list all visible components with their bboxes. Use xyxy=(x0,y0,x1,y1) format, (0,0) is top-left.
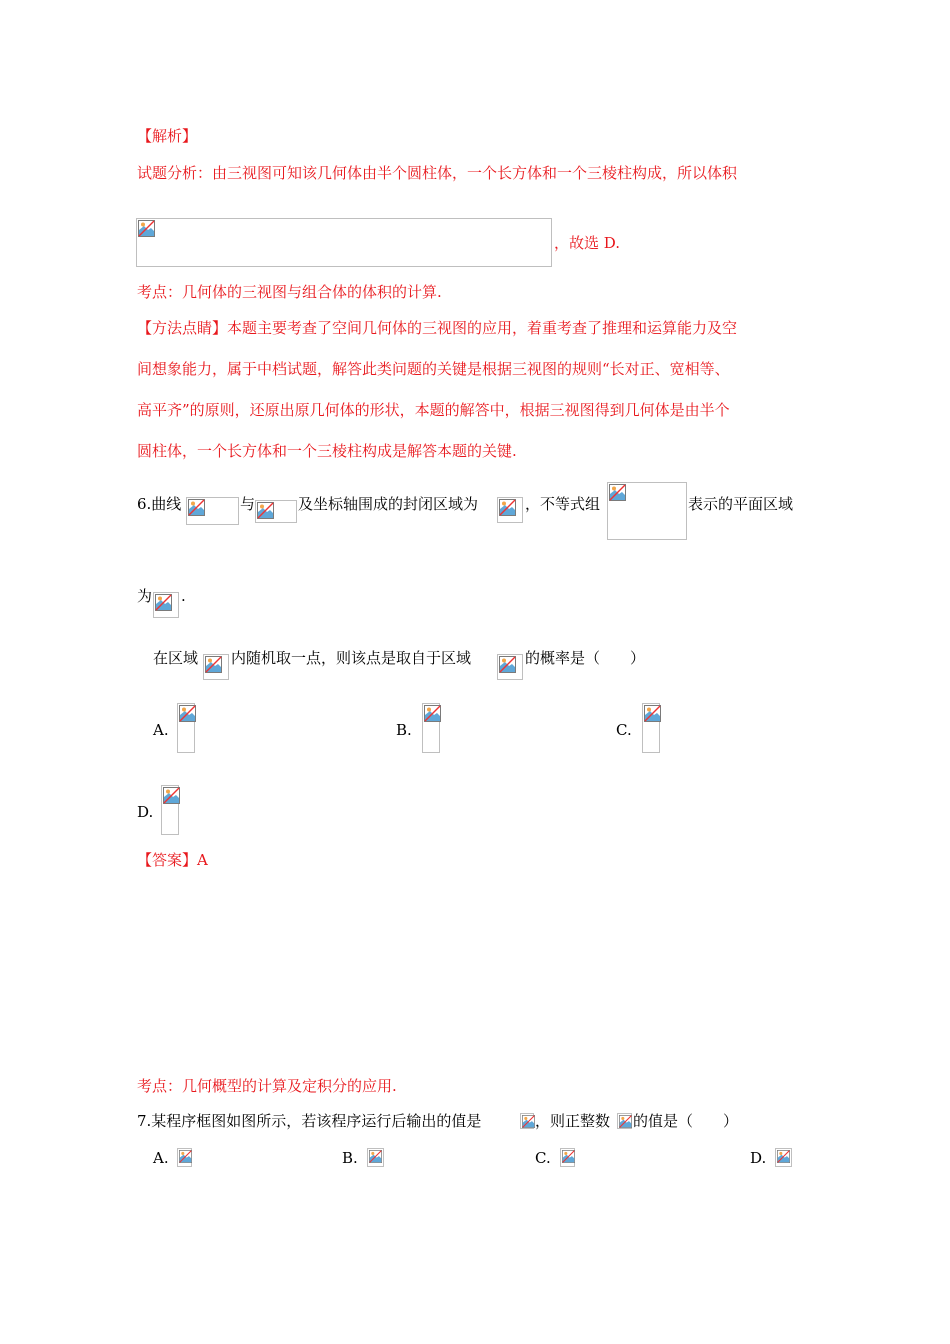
broken-image-icon xyxy=(619,1115,632,1128)
q6-option-a-image xyxy=(177,703,195,753)
q6-answer: 【答案】A xyxy=(137,851,208,869)
q6-option-c-label: C. xyxy=(616,721,632,739)
q7-n-image xyxy=(617,1113,632,1129)
q7-option-c-image xyxy=(560,1148,575,1167)
volume-formula-image xyxy=(136,218,552,267)
broken-image-icon xyxy=(777,1150,790,1163)
q7-output-image xyxy=(520,1113,534,1129)
q6-line2-suffix: . xyxy=(181,587,186,605)
q7-text-3: 的值是（ ） xyxy=(633,1112,739,1130)
q6-text-4: ，不等式组 xyxy=(525,495,601,513)
analysis-heading: 【解析】 xyxy=(137,127,198,145)
q6-region-a2-image xyxy=(203,654,229,680)
method-line-3: 高平齐”的原则，还原出原几何体的形状，本题的解答中，根据三视图得到几何体是由半个 xyxy=(137,401,730,419)
broken-image-icon xyxy=(138,220,155,237)
q6-text-2: 与 xyxy=(240,495,256,513)
q6-curve-2-image xyxy=(255,500,297,523)
q6-kaodian: 考点：几何概型的计算及定积分的应用. xyxy=(137,1077,397,1095)
q7-option-d-label: D. xyxy=(750,1149,767,1167)
q6-text-5: 表示的平面区域 xyxy=(688,495,794,513)
broken-image-icon xyxy=(179,705,196,722)
q7-option-b-image xyxy=(367,1148,384,1167)
analysis-kaodian: 考点：几何体的三视图与组合体的体积的计算. xyxy=(137,283,442,301)
q7-option-d-image xyxy=(775,1148,792,1167)
q6-inequality-image xyxy=(607,482,687,540)
q6-option-c-image xyxy=(642,703,660,753)
q6-region-b-image xyxy=(153,592,179,618)
q6-option-d-label: D. xyxy=(137,803,154,821)
broken-image-icon xyxy=(188,499,205,516)
broken-image-icon xyxy=(257,502,274,519)
q6-option-b-label: B. xyxy=(396,721,412,739)
analysis-line-2: ，故选 D. xyxy=(554,234,621,252)
q6-option-d-image xyxy=(161,785,179,835)
broken-image-icon xyxy=(179,1150,192,1163)
q7-text-2: ，则正整数 xyxy=(535,1112,611,1130)
q7-option-c-label: C. xyxy=(535,1149,551,1167)
q7-option-b-label: B. xyxy=(342,1149,358,1167)
q6-text-3: 及坐标轴围成的封闭区域为 xyxy=(298,495,479,513)
q7-option-a-image xyxy=(177,1148,192,1167)
q6-text-1: 6.曲线 xyxy=(137,495,182,513)
broken-image-icon xyxy=(644,705,661,722)
q6-line3-prefix: 在区域 xyxy=(153,649,199,667)
analysis-line-1: 试题分析：由三视图可知该几何体由半个圆柱体，一个长方体和一个三棱柱构成，所以体积 xyxy=(137,164,738,182)
q6-option-a-label: A. xyxy=(153,721,169,739)
broken-image-icon xyxy=(562,1150,575,1163)
broken-image-icon xyxy=(155,594,172,611)
q6-region-a-image xyxy=(497,497,523,523)
broken-image-icon xyxy=(499,656,516,673)
q6-line2-prefix: 为 xyxy=(137,587,153,605)
q6-line3-mid: 内随机取一点，则该点是取自于区域 xyxy=(231,649,472,667)
broken-image-icon xyxy=(499,499,516,516)
broken-image-icon xyxy=(522,1115,535,1128)
method-line-4: 圆柱体，一个长方体和一个三棱柱构成是解答本题的关键. xyxy=(137,442,517,460)
q7-option-a-label: A. xyxy=(153,1149,169,1167)
broken-image-icon xyxy=(163,787,180,804)
q6-option-b-image xyxy=(422,703,440,753)
broken-image-icon xyxy=(205,656,222,673)
q6-region-b2-image xyxy=(497,654,523,680)
broken-image-icon xyxy=(424,705,441,722)
method-line-2: 间想象能力，属于中档试题，解答此类问题的关键是根据三视图的规则“长对正、宽相等、 xyxy=(137,360,730,378)
method-line-1: 【方法点睛】本题主要考查了空间几何体的三视图的应用，着重考查了推理和运算能力及空 xyxy=(137,319,738,337)
broken-image-icon xyxy=(609,484,626,501)
q6-line3-suffix: 的概率是（ ） xyxy=(525,649,646,667)
broken-image-icon xyxy=(369,1150,382,1163)
q7-text-1: 7.某程序框图如图所示，若该程序运行后输出的值是 xyxy=(137,1112,482,1130)
q6-curve-1-image xyxy=(186,497,239,525)
